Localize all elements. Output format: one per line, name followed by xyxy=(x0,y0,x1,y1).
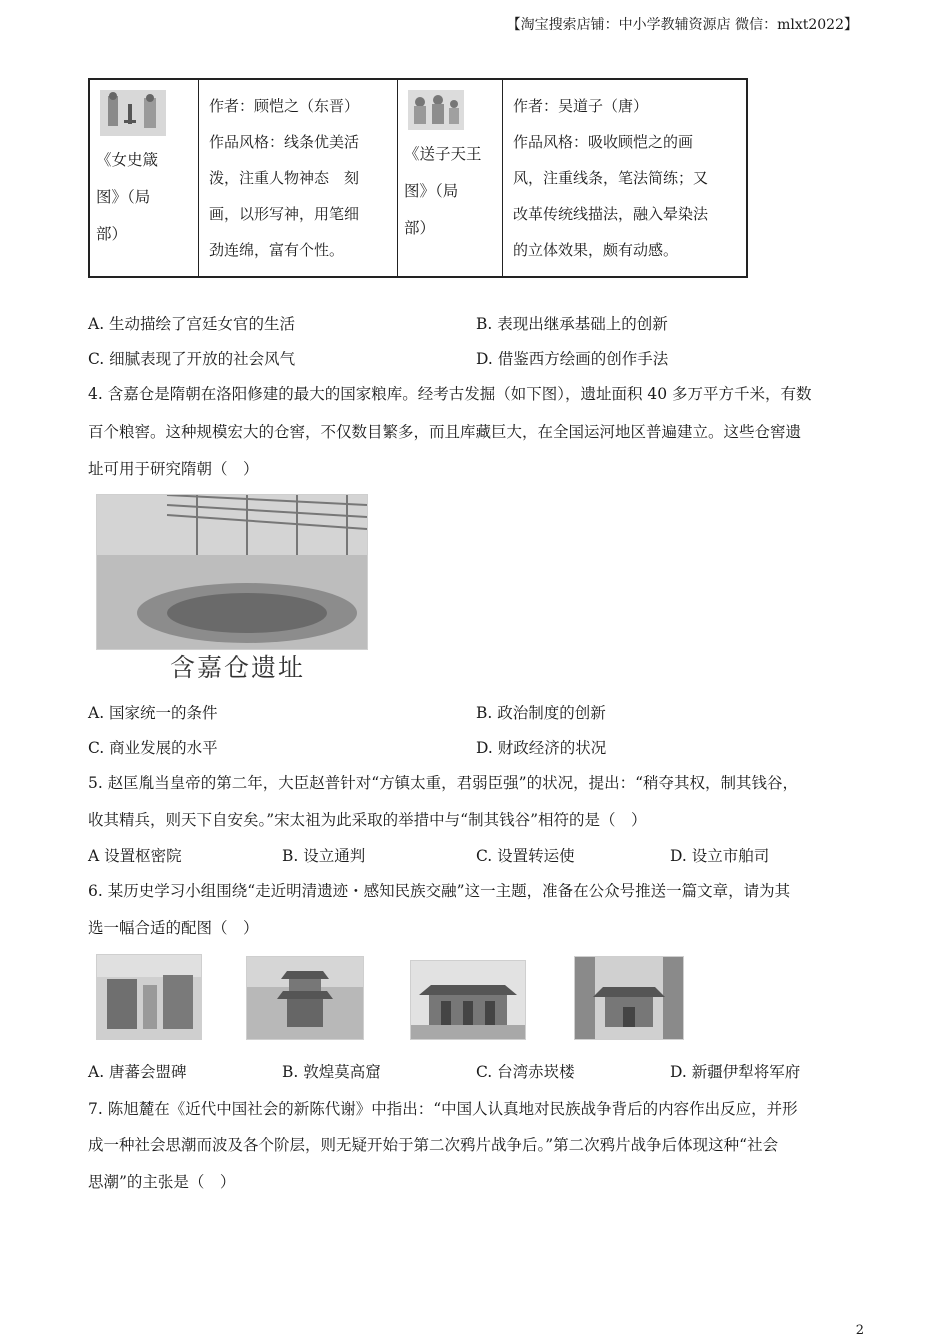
painting-table xyxy=(88,78,748,278)
songzi-painting-image xyxy=(408,90,464,130)
q7-stem-line-2: 成一种社会思潮而波及各个阶层，则无疑开始于第二次鸦片战争后。”第二次鸦片战争后体现这种“社会 xyxy=(88,1136,779,1154)
q4-option-d[interactable]: D. 财政经济的状况 xyxy=(476,739,607,757)
q5-stem-line-1: 5. 赵匡胤当皇帝的第二年，大臣赵普针对“方镇太重，君弱臣强”的状况，提出：“稍夺其权，制其钱谷， xyxy=(88,774,798,792)
painting-left-caption-2: 图》（局 xyxy=(96,188,151,206)
painting-right-desc-5: 的立体效果，颇有动感。 xyxy=(513,241,679,259)
painting-right-desc-3: 风，注重线条，笔法简练；又 xyxy=(513,169,709,187)
q3-option-c[interactable]: C. 细腻表现了开放的社会风气 xyxy=(88,350,296,368)
painting-left-desc xyxy=(199,79,398,277)
q6-option-a[interactable]: A. 唐蕃会盟碑 xyxy=(88,1063,187,1081)
painting-left-desc-4: 画，以形写神，用笔细 xyxy=(209,205,360,223)
q5-stem-line-2: 收其精兵，则天下自安矣。”宋太祖为此采取的举措中与“制其钱谷”相符的是（ ） xyxy=(88,811,647,829)
q4-stem-line-1: 4. 含嘉仓是隋朝在洛阳修建的最大的国家粮库。经考古发掘（如下图），遗址面积 40 多万平方千米，有数 xyxy=(88,385,812,403)
painting-left-desc-1: 作者：顾恺之（东晋） xyxy=(209,97,360,115)
painting-right-desc-4: 改革传统线描法，融入晕染法 xyxy=(513,205,709,223)
q6-stem-line-2: 选一幅合适的配图（ ） xyxy=(88,919,259,937)
painting-right-cell xyxy=(398,79,503,277)
q4-stem-line-3: 址可用于研究隋朝（ ） xyxy=(88,460,259,478)
painting-right-desc xyxy=(503,79,748,277)
q5-option-b[interactable]: B. 设立通判 xyxy=(282,847,366,865)
page-number: 2 xyxy=(855,1323,864,1338)
hanjiacang-site-photo xyxy=(96,494,368,650)
painting-right-caption-3: 部） xyxy=(404,219,436,237)
q6-option-d[interactable]: D. 新疆伊犁将军府 xyxy=(670,1063,801,1081)
painting-right-desc-2: 作品风格：吸收顾恺之的画 xyxy=(513,133,694,151)
q3-option-d[interactable]: D. 借鉴西方绘画的创作手法 xyxy=(476,350,669,368)
painting-left-caption-3: 部） xyxy=(96,225,128,243)
painting-left-desc-2: 作品风格：线条优美活 xyxy=(209,133,360,151)
q3-option-a[interactable]: A. 生动描绘了宫廷女官的生活 xyxy=(88,315,296,333)
nushizhen-painting-image xyxy=(100,90,166,136)
q7-stem-line-1: 7. 陈旭麓在《近代中国社会的新陈代谢》中指出：“中国人认真地对民族战争背后的内容作出反应，并形 xyxy=(88,1100,798,1118)
q5-option-d[interactable]: D. 设立市舶司 xyxy=(670,847,770,865)
painting-right-desc-1: 作者：吴道子（唐） xyxy=(513,97,649,115)
q4-option-c[interactable]: C. 商业发展的水平 xyxy=(88,739,218,757)
q4-option-b[interactable]: B. 政治制度的创新 xyxy=(476,704,606,722)
painting-left-cell xyxy=(89,79,199,277)
mogao-caves-photo xyxy=(246,956,364,1040)
painting-right-caption-1: 《送子天王 xyxy=(404,145,482,163)
q4-stem-line-2: 百个粮窖。这种规模宏大的仓窖，不仅数目繁多，而且库藏巨大，在全国运河地区普遍建立。这些仓窖遗 xyxy=(88,423,802,441)
painting-left-caption-1: 《女史箴 xyxy=(96,151,159,169)
header-note: 【淘宝搜索店铺：中小学教辅资源店 微信：mlxt2022】 xyxy=(506,17,858,33)
tangfan-stele-photo xyxy=(96,954,202,1040)
q5-option-c[interactable]: C. 设置转运使 xyxy=(476,847,575,865)
q6-stem-line-1: 6. 某历史学习小组围绕“走近明清遗迹・感知民族交融”这一主题，准备在公众号推送一篇文章，请为其 xyxy=(88,882,791,900)
painting-left-desc-3: 泼，注重人物神态 刻 xyxy=(209,169,360,187)
painting-right-caption-2: 图》（局 xyxy=(404,182,459,200)
hanjiacang-photo-caption: 含嘉仓遗址 xyxy=(170,653,306,682)
painting-left-desc-5: 劲连绵，富有个性。 xyxy=(209,241,345,259)
q6-option-b[interactable]: B. 敦煌莫高窟 xyxy=(282,1063,381,1081)
q4-option-a[interactable]: A. 国家统一的条件 xyxy=(88,704,218,722)
q7-stem-line-3: 思潮”的主张是（ ） xyxy=(88,1173,236,1191)
q6-option-c[interactable]: C. 台湾赤崁楼 xyxy=(476,1063,575,1081)
q3-option-b[interactable]: B. 表现出继承基础上的创新 xyxy=(476,315,668,333)
yili-general-mansion-photo xyxy=(574,956,684,1040)
q5-option-a[interactable]: A 设置枢密院 xyxy=(88,847,182,865)
chikan-tower-photo xyxy=(410,960,526,1040)
